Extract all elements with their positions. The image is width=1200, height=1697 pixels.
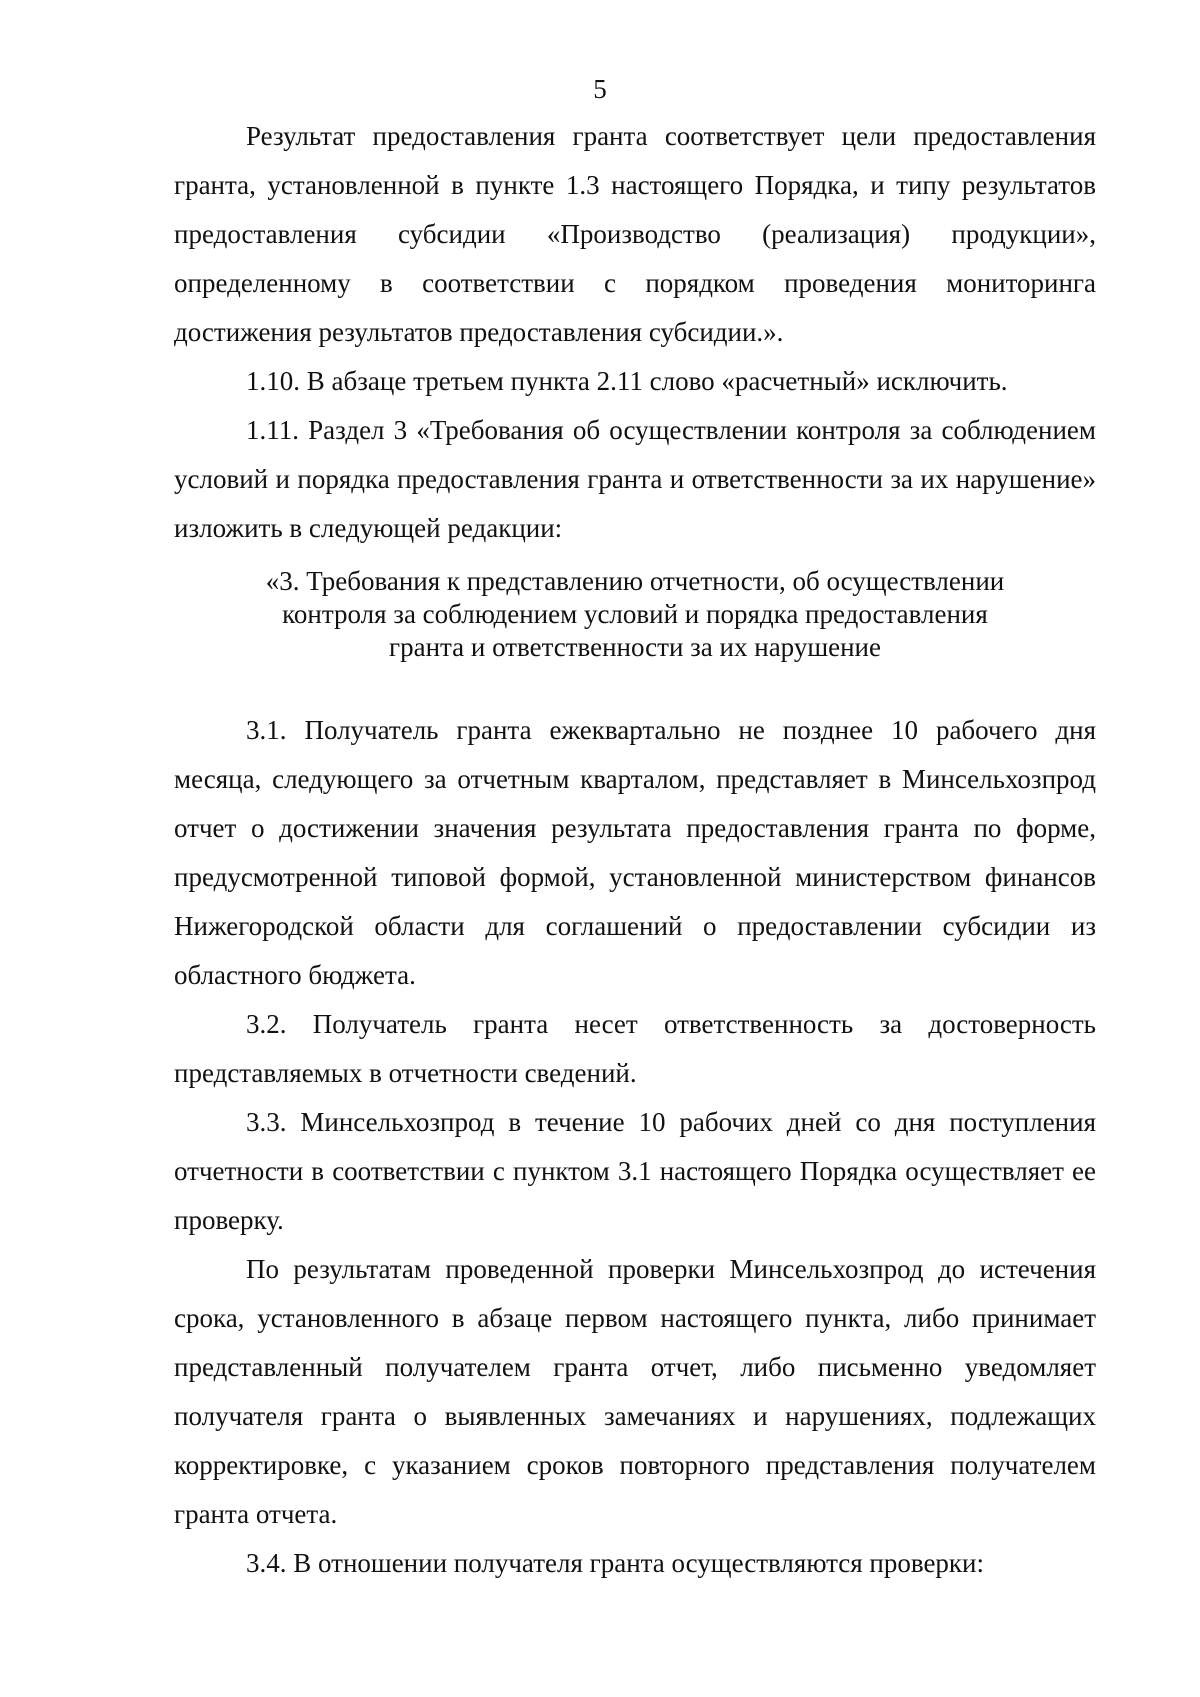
page-number: 5	[593, 74, 607, 104]
paragraph-3-1: 3.1. Получатель гранта ежеквартально не позднее 10 рабочего дня месяца, следующего за отчетным кварталом, представляет в Минсельхозпрод отчет о достижении значения результата предоставления гранта по форме, предусмотренной типовой формой, установленной министерством финансов Нижегородской области для соглашений о предоставлении субсидии из областного бюджета.	[174, 715, 1096, 990]
paragraph-verification-results: По результатам проведенной проверки Минсельхозпрод до истечения срока, установленного в абзаце первом настоящего пункта, либо принимает представленный получателем гранта отчет, либо письменно уведомляет получателя гранта о выявленных замечаниях и нарушениях, подлежащих корректировке, с указанием сроков повторного представления получателем гранта отчета.	[174, 1254, 1096, 1529]
section-heading-line: контроля за соблюдением условий и порядка предоставления	[282, 599, 988, 629]
document-body	[174, 112, 1096, 1588]
paragraph-3-3: 3.3. Минсельхозпрод в течение 10 рабочих дней со дня поступления отчетности в соответствии с пунктом 3.1 настоящего Порядка осуществляет ее проверку.	[174, 1107, 1096, 1235]
section-heading	[174, 553, 1096, 706]
paragraph-1-10: 1.10. В абзаце третьем пункта 2.11 слово «расчетный» исключить.	[246, 366, 1008, 396]
paragraph-1-11: 1.11. Раздел 3 «Требования об осуществлении контроля за соблюдением условий и порядка предоставления гранта и ответственности за их нарушение» изложить в следующей редакции:	[174, 415, 1096, 543]
section-heading-line: гранта и ответственности за их нарушение	[389, 632, 881, 662]
section-heading-line: «3. Требования к представлению отчетности, об осуществлении	[265, 566, 1005, 596]
paragraph-result: Результат предоставления гранта соответствует цели предоставления гранта, установленной в пункте 1.3 настоящего Порядка, и типу результатов предоставления субсидии «Производство (реализация) продукции», определенному в соответствии с порядком проведения мониторинга достижения результатов предоставления субсидии.».	[174, 121, 1096, 347]
paragraph-3-4: 3.4. В отношении получателя гранта осуществляются проверки:	[246, 1548, 985, 1578]
paragraph-3-2: 3.2. Получатель гранта несет ответственность за достоверность представляемых в отчетности сведений.	[174, 1009, 1096, 1088]
